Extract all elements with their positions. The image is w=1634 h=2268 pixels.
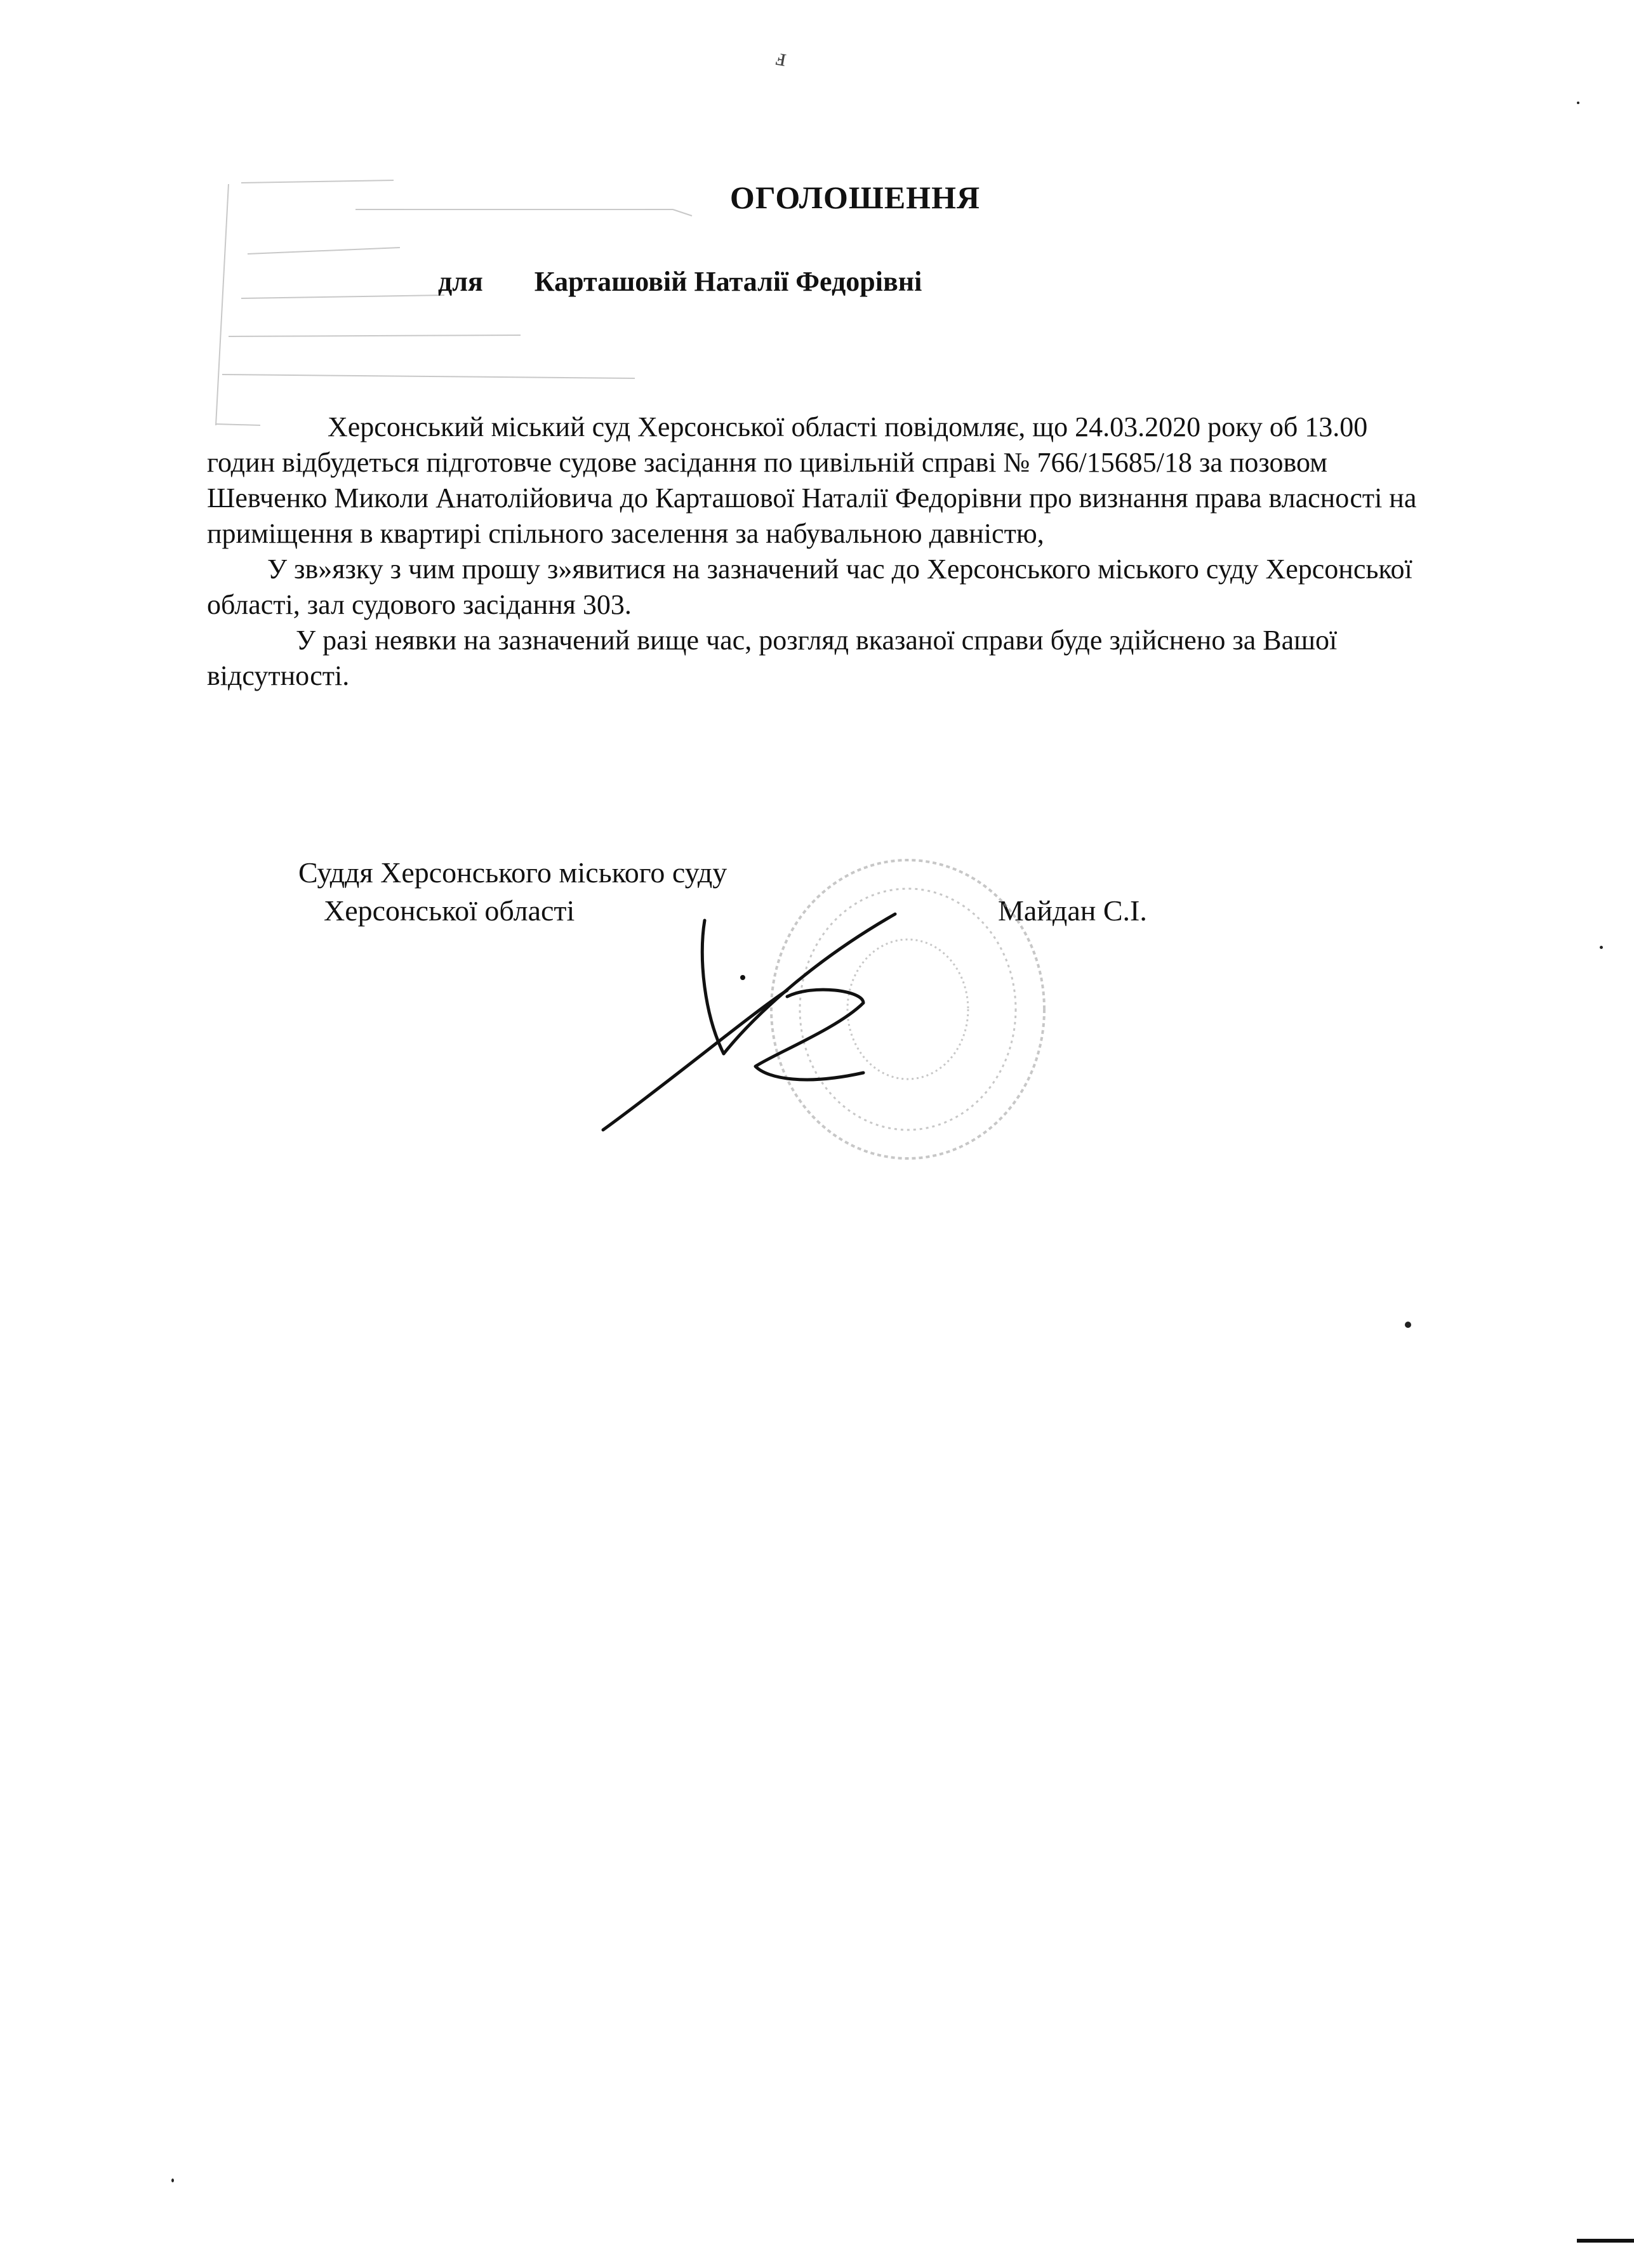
judge-title-line2: Херсонської області — [324, 894, 575, 927]
addressee-line — [438, 265, 922, 298]
judge-signature — [597, 908, 927, 1136]
paragraph-hearing-notice: Херсонський міський суд Херсонської області повідомляє, що 24.03.2020 року об 13.00 годин відбудеться підготовче судове засідання по цивільній справі № 766/15685/18 за позовом Шевченко Миколи Анатолійовича до Карташової Наталії Федорівни про визнання права власності на приміщення в квартирі спільного заселення за набувальною давністю, — [207, 411, 1417, 549]
judge-title-line1: Суддя Херсонського міського суду — [298, 856, 727, 889]
judge-name: Майдан С.І. — [998, 894, 1147, 927]
page-number-mark: ⅎ — [773, 41, 789, 72]
paragraph-appearance-request: У зв»язку з чим прошу з»явитися на зазначений час до Херсонського міського суду Херсонської області, зал судового засідання 303. — [207, 554, 1412, 620]
document-title: ОГОЛОШЕННЯ — [729, 180, 981, 215]
scan-speck — [1405, 1322, 1411, 1328]
scan-edge-mark — [1577, 2239, 1634, 2243]
addressee-prefix: для — [438, 266, 483, 297]
addressee-name: Карташовій Наталії Федорівні — [534, 266, 922, 297]
scan-speck — [1577, 102, 1579, 104]
scan-speck — [1600, 946, 1603, 949]
announcement-body — [207, 409, 1432, 694]
paragraph-absence-warning: У разі неявки на зазначений вище час, розгляд вказаної справи буде здійснено за Вашої відсутності. — [207, 625, 1338, 691]
scan-speck — [171, 2178, 174, 2182]
